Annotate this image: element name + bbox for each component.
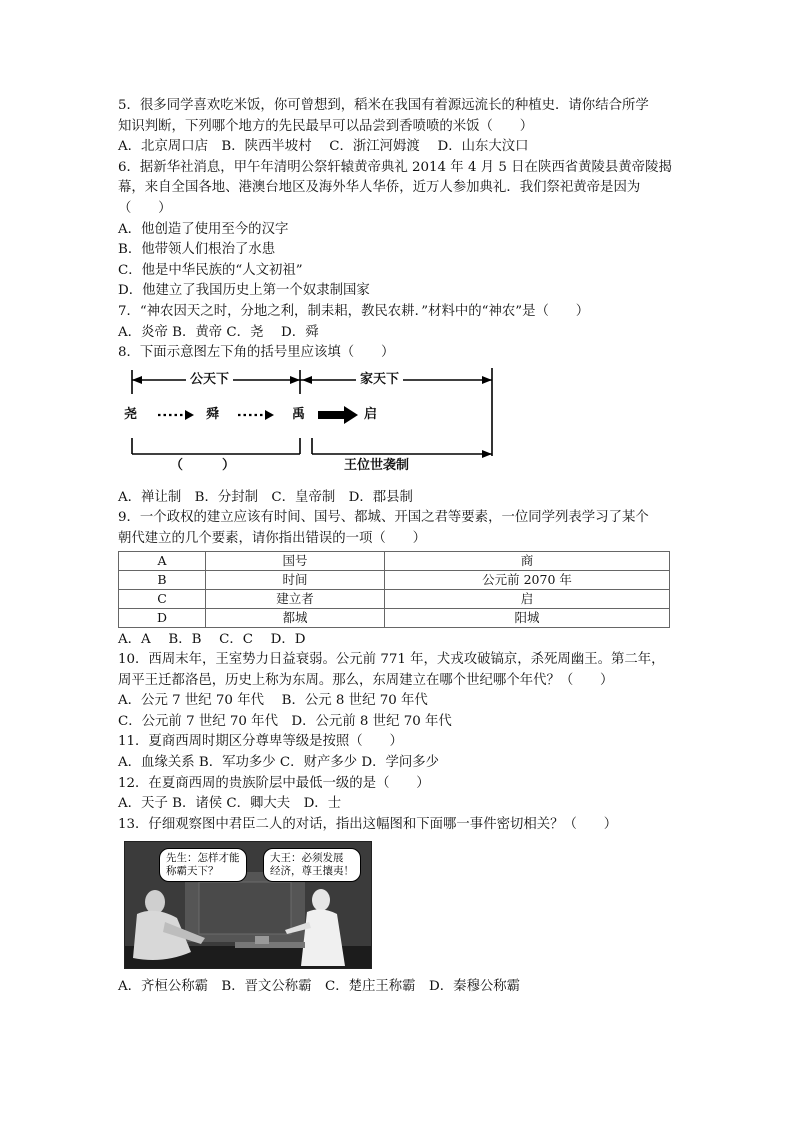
table-cell: 国号 bbox=[206, 551, 385, 570]
table-row bbox=[119, 570, 670, 589]
bubble-left-line1: 先生：怎样才能 bbox=[166, 852, 240, 865]
q10-options-cd: C．公元前 7 世纪 70 年代 D．公元前 8 世纪 70 年代 bbox=[118, 713, 452, 729]
q12-stem: 12．在夏商西周的贵族阶层中最低一级的是（ ） bbox=[118, 775, 430, 791]
q6-option-b: B．他带领人们根治了水患 bbox=[118, 242, 276, 258]
table-cell: 都城 bbox=[206, 608, 385, 627]
king-minister-dialogue-image bbox=[124, 841, 372, 969]
label-shun: 舜 bbox=[206, 406, 220, 422]
q12-options: A．天子 B．诸侯 C．卿大夫 D．士 bbox=[118, 796, 342, 812]
label-yao: 尧 bbox=[124, 406, 138, 422]
q6-stem-line2: 幕，来自全国各地、港澳台地区及海外华人华侨，近万人参加典礼．我们祭祀黄帝是因为 bbox=[118, 180, 641, 196]
q9-table bbox=[118, 551, 670, 628]
q6-stem-line3: （ ） bbox=[118, 200, 172, 216]
q8-stem: 8．下面示意图左下角的括号里应该填（ ） bbox=[118, 345, 395, 361]
table-cell: 建立者 bbox=[206, 589, 385, 608]
bubble-left-line2: 称霸天下？ bbox=[166, 865, 219, 878]
bubble-right-line2: 经济，尊王攘夷！ bbox=[270, 865, 354, 878]
q13-stem: 13．仔细观察图中君臣二人的对话，指出这幅图和下面哪一事件密切相关？（ ） bbox=[118, 816, 618, 832]
q9-options: A．A B．B C．C D．D bbox=[118, 631, 306, 647]
succession-diagram bbox=[124, 366, 504, 482]
table-cell: 时间 bbox=[206, 570, 385, 589]
label-qi: 启 bbox=[364, 406, 378, 422]
q5-stem-line2: 知识判断，下列哪个地方的先民最早可以品尝到香喷喷的米饭（ ） bbox=[118, 118, 534, 134]
exam-page bbox=[118, 96, 678, 998]
q10-options-ab: A．公元 7 世纪 70 年代 B．公元 8 世纪 70 年代 bbox=[118, 693, 428, 709]
q6-option-d: D．他建立了我国历史上第一个奴隶制国家 bbox=[118, 283, 370, 299]
q6-option-c: C．他是中华民族的“人文初祖” bbox=[118, 262, 303, 278]
table-cell: D bbox=[119, 608, 206, 627]
table-row bbox=[119, 608, 670, 627]
q5-stem-line1: 5．很多同学喜欢吃米饭，你可曾想到，稻米在我国有着源远流长的种植史．请你结合所学 bbox=[118, 98, 649, 113]
q5-options: A．北京周口店 B．陕西半坡村 C．浙江河姆渡 D．山东大汶口 bbox=[118, 139, 529, 155]
speech-bubble-right bbox=[263, 848, 361, 882]
table-cell: 阳城 bbox=[385, 608, 670, 627]
label-jiatianxia: 家天下 bbox=[356, 372, 403, 388]
label-yu: 禹 bbox=[292, 406, 306, 422]
q8-options: A．禅让制 B．分封制 C．皇帝制 D．郡县制 bbox=[118, 489, 413, 505]
q9-stem-line2: 朝代建立的几个要素，请你指出错误的一项（ ） bbox=[118, 530, 426, 546]
q7-stem: 7．“神农因天之时，分地之利，制耒耜，教民农耕．”材料中的“神农”是（ ） bbox=[118, 303, 590, 319]
label-blank-bracket: （ ） bbox=[170, 457, 236, 473]
bubble-right-line1: 大王：必须发展 bbox=[270, 852, 344, 865]
q11-options: A．血缘关系 B．军功多少 C．财产多少 D．学问多少 bbox=[118, 755, 440, 771]
q10-stem-line1: 10．西周末年，王室势力日益衰弱。公元前 771 年，犬戎攻破镐京，杀死周幽王。第二年， bbox=[118, 652, 665, 668]
speech-bubble-left bbox=[159, 848, 247, 882]
label-wangwei-shixi: 王位世袭制 bbox=[344, 457, 410, 473]
q10-stem-line2: 周平王迁都洛邑，历史上称为东周。那么，东周建立在哪个世纪哪个年代？（ ） bbox=[118, 672, 614, 688]
table-cell: B bbox=[119, 570, 206, 589]
q11-stem: 11．夏商西周时期区分尊卑等级是按照（ ） bbox=[118, 734, 403, 750]
q9-stem-line1: 9．一个政权的建立应该有时间、国号、都城、开国之君等要素，一位同学列表学习了某个 bbox=[118, 510, 649, 526]
table-row bbox=[119, 589, 670, 608]
table-cell: 启 bbox=[385, 589, 670, 608]
table-cell: 商 bbox=[385, 551, 670, 570]
q13-options: A．齐桓公称霸 B．晋文公称霸 C．楚庄王称霸 D．秦穆公称霸 bbox=[118, 979, 521, 995]
table-cell: A bbox=[119, 551, 206, 570]
label-gongtianxia: 公天下 bbox=[186, 372, 233, 388]
q7-options: A．炎帝 B．黄帝 C．尧 D．舜 bbox=[118, 324, 319, 340]
table-cell: 公元前 2070 年 bbox=[385, 570, 670, 589]
q6-option-a: A．他创造了使用至今的汉字 bbox=[118, 221, 289, 237]
table-cell: C bbox=[119, 589, 206, 608]
q6-stem-line1: 6．据新华社消息，甲午年清明公祭轩辕黄帝典礼 2014 年 4 月 5 日在陕西省黄陵县黄帝陵揭 bbox=[118, 159, 672, 175]
table-row bbox=[119, 551, 670, 570]
